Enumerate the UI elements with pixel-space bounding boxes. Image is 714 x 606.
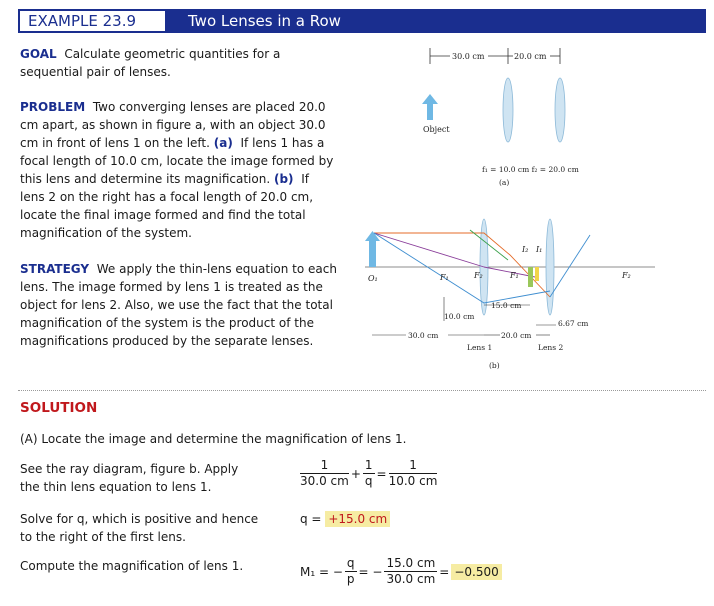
fig-a-dist-lenses: 20.0 cm xyxy=(514,52,547,61)
eq1-d1: 30.0 cm xyxy=(300,474,349,488)
fig-a-focal-caption: f₁ = 10.0 cm f₂ = 20.0 cm xyxy=(482,165,579,174)
problem-part-b: (b) xyxy=(273,172,294,186)
problem-line-4: If lens 1 has a xyxy=(240,136,325,150)
magnification-equation xyxy=(300,556,502,587)
fig-b-lens2: Lens 2 xyxy=(538,343,564,352)
problem-line-7: If xyxy=(301,172,309,186)
strategy-line-3: object for lens 2. Also, we use the fact that the total xyxy=(20,298,333,312)
step-2-line-1: Solve for q, which is positive and hence xyxy=(20,512,259,526)
problem-line-1: Two converging lenses are placed 20.0 xyxy=(92,100,326,114)
eq1-n2: 1 xyxy=(364,458,373,472)
ray-purple xyxy=(374,233,484,267)
fig-b-object-arrow xyxy=(365,231,380,267)
fig-a-object-label: Object xyxy=(423,125,450,134)
step-1-line-2: the thin lens equation to lens 1. xyxy=(20,480,212,494)
fig-b-i1: I₁ xyxy=(536,245,543,254)
problem-line-3: cm in front of lens 1 on the left. xyxy=(20,136,210,150)
solution-step-1 xyxy=(20,460,290,496)
eq3-n1: q xyxy=(346,556,355,570)
step-1-line-1: See the ray diagram, figure b. Apply xyxy=(20,462,239,476)
goal-label: GOAL xyxy=(20,47,57,61)
fig-a-lens-1 xyxy=(503,78,513,142)
eq1-plus: + xyxy=(350,466,361,481)
fig-b-o1: O₁ xyxy=(368,274,378,283)
fig-b-d20: 20.0 cm xyxy=(501,331,532,340)
eq1-d3: 10.0 cm xyxy=(388,474,438,488)
fig-b-i2: I₂ xyxy=(522,245,529,254)
image-i1 xyxy=(528,267,533,287)
strategy-line-4: magnification of the system is the product of the xyxy=(20,316,314,330)
problem-label: PROBLEM xyxy=(20,100,86,114)
figure-b xyxy=(360,205,660,380)
problem-line-10: magnification of the system. xyxy=(20,226,192,240)
solution-part-a-heading: (A) Locate the image and determine the magnification of lens 1. xyxy=(20,432,407,446)
eq1-n3: 1 xyxy=(389,458,438,474)
eq3-eq2: = xyxy=(439,564,450,579)
fig-b-f2-left: F₂ xyxy=(474,271,483,280)
m1-value-highlight: −0.500 xyxy=(451,564,501,580)
goal-text-1: Calculate geometric quantities for a xyxy=(64,47,281,61)
goal-section xyxy=(20,45,350,81)
strategy-line-2: lens. The image formed by lens 1 is treated as the xyxy=(20,280,323,294)
strategy-section xyxy=(20,260,350,350)
fig-b-d667: 6.67 cm xyxy=(558,319,589,328)
fig-b-d15: 15.0 cm xyxy=(491,301,522,310)
figure-a xyxy=(410,42,610,192)
goal-text-2: sequential pair of lenses. xyxy=(20,65,171,79)
fig-b-caption: (b) xyxy=(489,361,500,370)
ray-emergent xyxy=(550,235,590,297)
problem-part-a: (a) xyxy=(213,136,233,150)
fig-b-lens1: Lens 1 xyxy=(467,343,493,352)
eq3-lhs: M₁ = − xyxy=(300,564,343,579)
object-arrow xyxy=(422,94,438,120)
fig-b-lens-2 xyxy=(546,219,554,315)
problem-section xyxy=(20,98,350,242)
solution-step-3: Compute the magnification of lens 1. xyxy=(20,559,244,573)
strategy-line-5: magnifications produced by the separate lenses. xyxy=(20,334,314,348)
example-header xyxy=(18,9,706,33)
eq3-n2: 15.0 cm xyxy=(386,556,436,570)
q-value-highlight: +15.0 cm xyxy=(325,511,390,527)
eq1-d2: q xyxy=(364,474,373,488)
fig-b-f1-left: F₁ xyxy=(440,273,449,282)
fig-b-d10: 10.0 cm xyxy=(444,312,475,321)
q-result xyxy=(300,510,390,528)
problem-line-6: this lens and determine its magnification. xyxy=(20,172,271,186)
solution-label: SOLUTION xyxy=(20,400,98,416)
strategy-line-1: We apply the thin-lens equation to each xyxy=(96,262,337,276)
fig-b-f1-right: F₁ xyxy=(510,271,519,280)
step-2-line-2: to the right of the first lens. xyxy=(20,530,186,544)
fig-a-lens-2 xyxy=(555,78,565,142)
image-i2 xyxy=(535,267,539,281)
section-divider xyxy=(18,390,706,391)
eq1-n1: 1 xyxy=(300,458,349,474)
eq3-d2: 30.0 cm xyxy=(386,572,436,586)
ray-orange xyxy=(374,233,550,297)
problem-line-5: focal length of 10.0 cm, locate the image formed by xyxy=(20,154,334,168)
solution-step-2 xyxy=(20,510,290,546)
problem-line-9: locate the final image formed and find the total xyxy=(20,208,306,222)
strategy-label: STRATEGY xyxy=(20,262,90,276)
problem-line-2: cm apart, as shown in figure a, with an object 30.0 xyxy=(20,118,326,132)
fig-b-f2-right: F₂ xyxy=(622,271,631,280)
eq3-d1: p xyxy=(346,572,355,586)
eq3-eq1: = − xyxy=(358,564,383,579)
problem-line-8: lens 2 on the right has a focal length of 20.0 cm, xyxy=(20,190,314,204)
example-title: Two Lenses in a Row xyxy=(188,12,341,30)
eq1-equals: = xyxy=(376,466,387,481)
q-lhs: q = xyxy=(300,512,322,526)
thin-lens-equation xyxy=(300,458,437,489)
fig-b-d30: 30.0 cm xyxy=(408,331,439,340)
ray-blue xyxy=(374,233,550,303)
fig-a-dist-object: 30.0 cm xyxy=(452,52,485,61)
example-number: EXAMPLE 23.9 xyxy=(18,9,167,33)
fig-a-caption: (a) xyxy=(499,178,510,187)
